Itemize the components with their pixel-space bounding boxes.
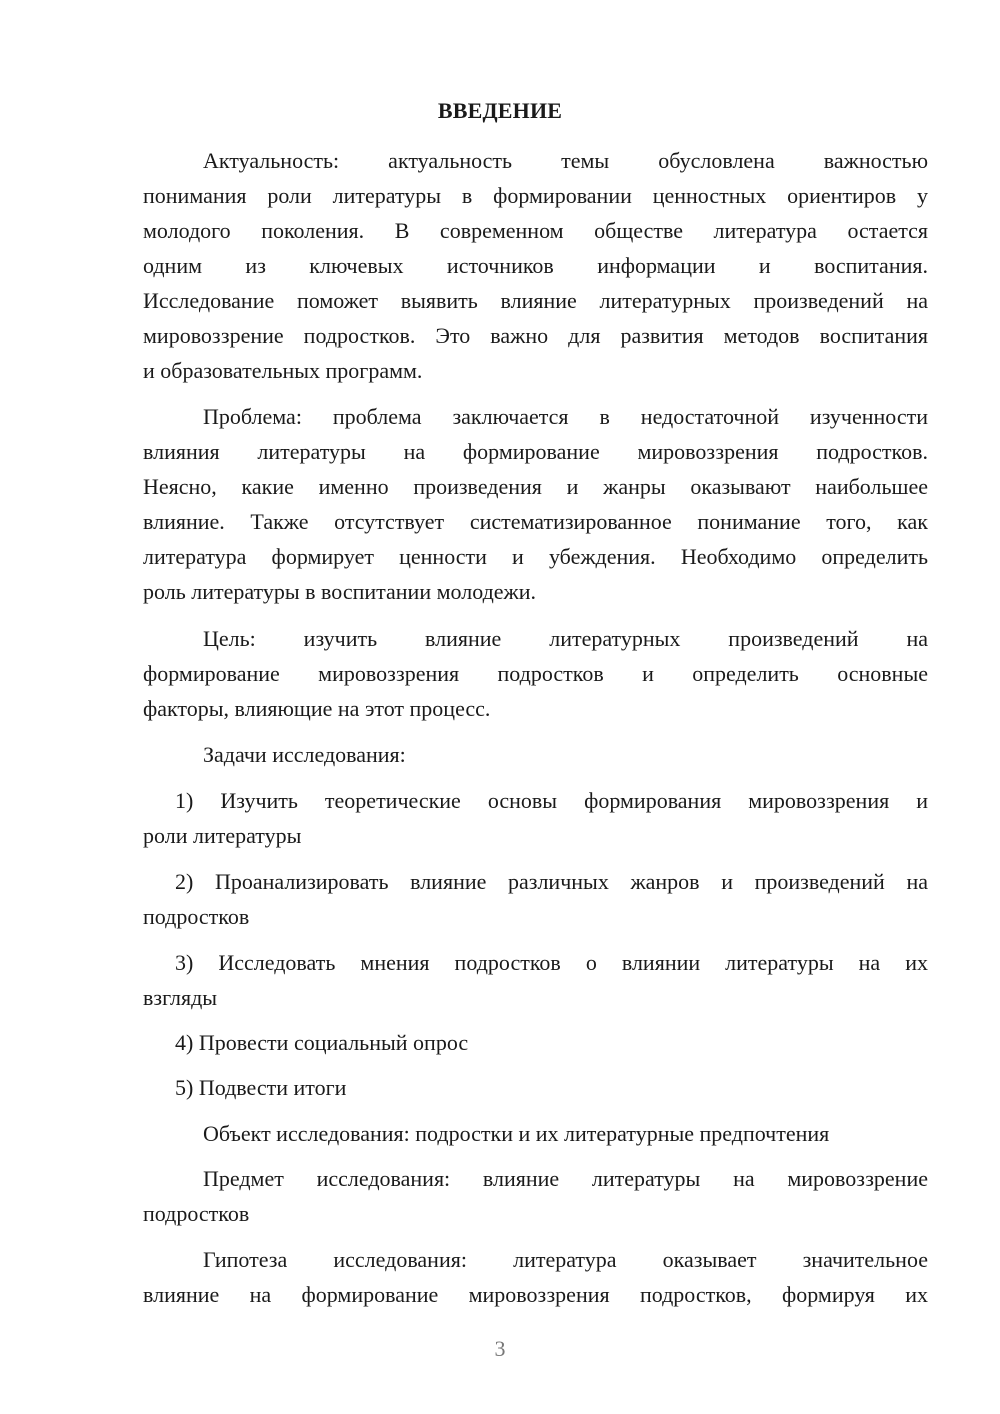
goal-line: факторы, влияющие на этот процесс. (143, 696, 491, 721)
problem-line: роль литературы в воспитании молодежи. (143, 579, 537, 604)
problem-line: влияние. Также отсутствует систематизированное понимание того, как (143, 509, 928, 534)
relevance-line: и образовательных программ. (143, 358, 423, 383)
subject-line: подростков (143, 1201, 250, 1226)
relevance-line: молодого поколения. В современном обществе литература остается (143, 218, 928, 243)
task-item-line: подростков (143, 904, 250, 929)
relevance-line: Актуальность: актуальность темы обусловлена важностью (203, 148, 928, 173)
page-title: ВВЕДЕНИЕ (437, 98, 563, 123)
problem-line: Проблема: проблема заключается в недостаточной изученности (203, 404, 928, 429)
task-item-line: 3) Исследовать мнения подростков о влиянии литературы на их (175, 950, 928, 975)
subject-line: Предмет исследования: влияние литературы на мировоззрение (203, 1166, 928, 1191)
goal-line: формирование мировоззрения подростков и определить основные (143, 661, 928, 686)
page-number: 3 (494, 1336, 506, 1361)
object-line: Объект исследования: подростки и их литературные предпочтения (203, 1121, 830, 1146)
hypothesis-line: Гипотеза исследования: литература оказывает значительное (203, 1247, 928, 1272)
task-item-line: взгляды (143, 985, 218, 1010)
problem-line: Неясно, какие именно произведения и жанры оказывают наибольшее (143, 474, 928, 499)
problem-line: литература формирует ценности и убеждения. Необходимо определить (143, 544, 928, 569)
task-item-line: 1) Изучить теоретические основы формирования мировоззрения и (175, 788, 928, 813)
relevance-line: мировоззрение подростков. Это важно для развития методов воспитания (143, 323, 928, 348)
goal-line: Цель: изучить влияние литературных произведений на (203, 626, 928, 651)
problem-line: влияния литературы на формирование мировоззрения подростков. (143, 439, 928, 464)
task-item-line: 5) Подвести итоги (175, 1075, 347, 1100)
tasks-heading: Задачи исследования: (203, 742, 406, 767)
relevance-line: Исследование поможет выявить влияние литературных произведений на (143, 288, 928, 313)
hypothesis-line: влияние на формирование мировоззрения подростков, формируя их (143, 1282, 928, 1307)
task-item-line: 4) Провести социальный опрос (175, 1030, 469, 1055)
relevance-line: понимания роли литературы в формировании ценностных ориентиров у (143, 183, 928, 208)
relevance-line: одним из ключевых источников информации и воспитания. (143, 253, 928, 278)
task-item-line: 2) Проанализировать влияние различных жанров и произведений на (175, 869, 928, 894)
task-item-line: роли литературы (143, 823, 302, 848)
